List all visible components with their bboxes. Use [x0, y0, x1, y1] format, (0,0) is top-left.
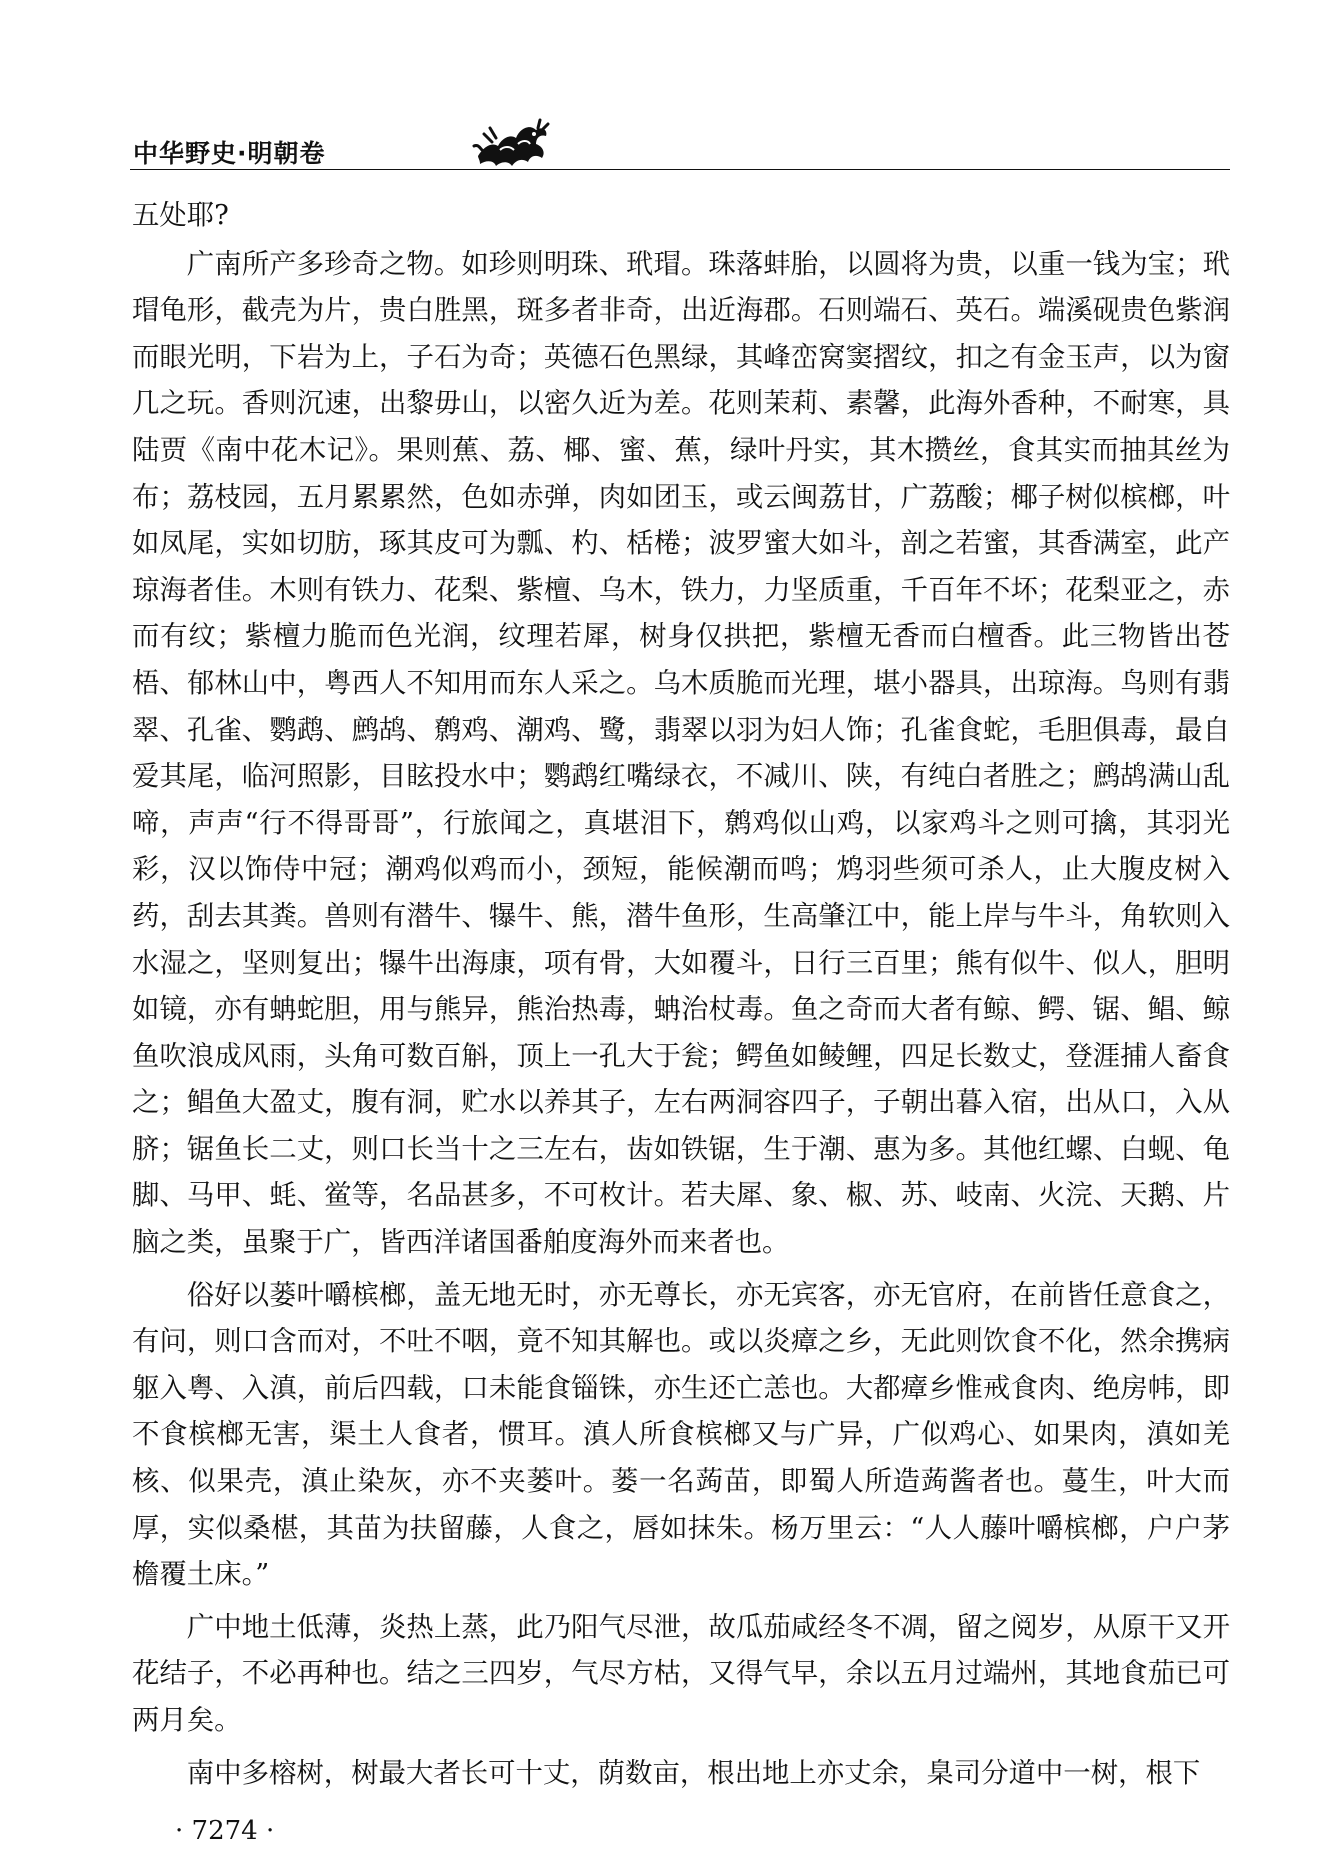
header-rule: [130, 169, 1230, 170]
dragon-emblem-icon: [470, 116, 552, 172]
paragraph-betel-nut: 俗好以蒌叶嚼槟榔，盖无地无时，亦无尊长，亦无宾客，亦无官府，在前皆任意食之，有问，则口含而对，不吐不咽，竟不知其解也。或以炎瘴之乡，无此则饮食不化，然余携病躯入粤、入滇，前后四载，口未能食锱铢，亦生还亡恙也。大都瘴乡惟戒食肉、绝房帏，即不食槟榔无害，渠土人食者，惯耳。滇人所食槟榔又与广异，广似鸡心、如果肉，滇如羌核、似果壳，滇止染灰，亦不夹蒌叶。蒌一名蒟苗，即蜀人所造蒟酱者也。蔓生，叶大而厚，实似桑椹，其苗为扶留藤，人食之，唇如抹朱。杨万里云：“人人藤叶嚼槟榔，户户茅檐覆土床。”: [132, 1279, 1230, 1591]
paragraph-banyan-trees: 南中多榕树，树最大者长可十丈，荫数亩，根出地上亦丈余，臬司分道中一树，根下: [186, 1757, 1201, 1789]
page-body: [132, 193, 1230, 1797]
book-title: 中华野史·明朝卷: [133, 139, 326, 168]
running-header: [130, 112, 1230, 172]
paragraph-guangnan-products: 广南所产多珍奇之物。如珍则明珠、玳瑁。珠落蚌胎，以圆将为贵，以重一钱为宝；玳瑁龟形，截壳为片，贵白胜黑，斑多者非奇，出近海郡。石则端石、英石。端溪砚贵色紫润而眼光明，下岩为上，子石为奇；英德石色黑绿，其峰峦窝窦摺纹，扣之有金玉声，以为窗几之玩。香则沉速，出黎毋山，以密久近为差。花则茉莉、素馨，此海外香种，不耐寒，具陆贾《南中花木记》。果则蕉、荔、椰、蜜、蕉，绿叶丹实，其木攒丝，食其实而抽其丝为布；荔枝园，五月累累然，色如赤弹，肉如团玉，或云闽荔甘，广荔酸；椰子树似槟榔，叶如凤尾，实如切肪，琢其皮可为瓢、杓、栝棬；波罗蜜大如斗，剖之若蜜，其香满室，此产琼海者佳。木则有铁力、花梨、紫檀、乌木，铁力，力坚质重，千百年不坏；花梨亚之，赤而有纹；紫檀力脆而色光润，纹理若犀，树身仅拱把，紫檀无香而白檀香。此三物皆出苍梧、郁林山中，粤西人不知用而东人采之。乌木质脆而光理，堪小器具，出琼海。鸟则有翡翠、孔雀、鹦鹉、鹧鸪、鹩鸡、潮鸡、鹭，翡翠以羽为妇人饰；孔雀食蛇，毛胆俱毒，最自爱其尾，临河照影，目眩投水中；鹦鹉红嘴绿衣，不减川、陕，有纯白者胜之；鹧鸪满山乱啼，声声“行不得哥哥”，行旅闻之，真堪泪下，鹩鸡似山鸡，以家鸡斗之则可擒，其羽光彩，汉以饰侍中冠；潮鸡似鸡而小，颈短，能候潮而鸣；鸩羽些须可杀人，止大腹皮树入药，刮去其粪。兽则有潜牛、犦牛、熊，潜牛鱼形，生高肇江中，能上岸与牛斗，角软则入水湿之，坚则复出；犦牛出海康，项有骨，大如覆斗，日行三百里；熊有似牛、似人，胆明如镜，亦有蚺蛇胆，用与熊异，熊治热毒，蚺治杖毒。鱼之奇而大者有鲸、鳄、锯、鲳、鲸鱼吹浪成风雨，头角可数百斛，顶上一孔大于瓮；鳄鱼如鲮鲤，四足长数丈，登涯捕人畜食之；鲳鱼大盈丈，腹有洞，贮水以养其子，左右两洞容四子，子朝出暮入宿，出从口，入从脐；锯鱼长二丈，则口长当十之三左右，齿如铁锯，生于潮、惠为多。其他红螺、白蚬、龟脚、马甲、蚝、鲎等，名品甚多，不可枚计。若夫犀、象、椒、苏、岐南、火浣、天鹅、片脑之类，虽聚于广，皆西洋诸国番舶度海外而来者也。: [132, 248, 1230, 1259]
page-number: · 7274 ·: [175, 1816, 275, 1846]
continued-line: 五处耶?: [132, 200, 229, 231]
paragraph-guangzhong-climate: 广中地土低薄，炎热上蒸，此乃阳气尽泄，故瓜茄咸经冬不凋，留之阅岁，从原干又开花结子，不必再种也。结之三四岁，气尽方枯，又得气早，余以五月过端州，其地食茄已可两月矣。: [132, 1611, 1230, 1736]
